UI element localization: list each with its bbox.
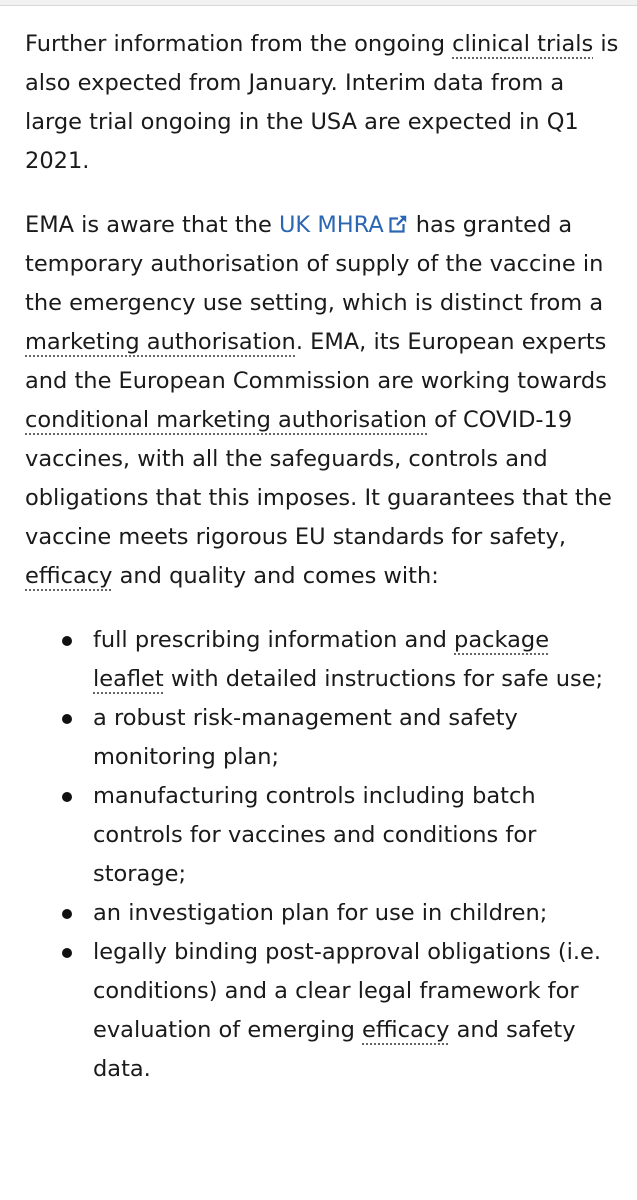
paragraph-clinical-trials: [25, 25, 625, 181]
glossary-link-clinical-trials[interactable]: clinical trials: [452, 31, 594, 57]
uk-mhra-link-label[interactable]: UK MHRA: [278, 212, 384, 238]
paragraph-text: is also expected from January. Interim data from a large trial ongoing in the USA are expected in Q1 2021.: [25, 31, 619, 174]
list-item-text: a robust risk-management and safety monitoring plan;: [93, 705, 518, 770]
list-item-text: manufacturing controls including batch controls for vaccines and conditions for storage;: [93, 783, 537, 887]
paragraph-text: Further information from the ongoing: [25, 31, 453, 57]
paragraph-text: of COVID-19 vaccines, with all the safeguards, controls and obligations that this imposes. It guarantees that the vaccine meets rigorous EU standards for safety,: [25, 407, 612, 550]
list-item-text: full prescribing information and: [93, 627, 455, 653]
list-item-text: and safety data.: [93, 1017, 576, 1082]
paragraph-text: and quality and comes with:: [112, 563, 439, 589]
glossary-link-efficacy[interactable]: efficacy: [362, 1017, 450, 1043]
list-item: [93, 777, 625, 894]
paragraph-text: has granted a temporary authorisation of supply of the vaccine in the emergency use setting, which is distinct from a: [25, 212, 604, 316]
top-divider: [0, 0, 637, 6]
authorisation-guarantees-list: [25, 621, 625, 1089]
article-body: [25, 25, 625, 1089]
glossary-link-marketing-authorisation[interactable]: marketing authorisation: [25, 329, 296, 355]
list-item: [93, 699, 625, 777]
glossary-link-package-leaflet[interactable]: package leaflet: [93, 627, 550, 692]
list-item: [93, 894, 625, 933]
list-item-text: an investigation plan for use in children;: [93, 900, 548, 926]
list-item-text: with detailed instructions for safe use;: [163, 666, 604, 692]
list-item: [93, 933, 625, 1089]
list-item-text: legally binding post-approval obligations (i.e. conditions) and a clear legal framework for evaluation of emerging: [93, 939, 602, 1043]
glossary-link-conditional-marketing-authorisation[interactable]: conditional marketing authorisation: [25, 407, 428, 433]
paragraph-mhra-authorisation: [25, 206, 625, 596]
paragraph-text: EMA is aware that the: [25, 212, 279, 238]
list-item: [93, 621, 625, 699]
external-link-icon[interactable]: [388, 214, 408, 234]
glossary-link-efficacy[interactable]: efficacy: [25, 563, 113, 589]
paragraph-text: . EMA, its European experts and the European Commission are working towards: [25, 329, 607, 394]
uk-mhra-link[interactable]: [279, 212, 416, 238]
